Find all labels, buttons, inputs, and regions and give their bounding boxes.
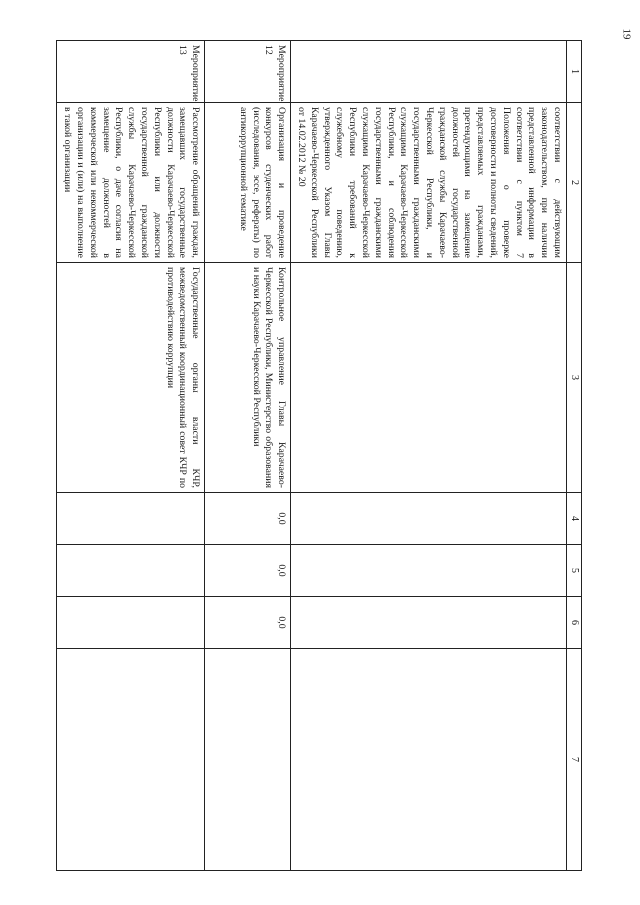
- column-number-row: [567, 41, 582, 871]
- value-cell: [291, 545, 567, 597]
- value-cell: 0,0: [205, 545, 291, 597]
- value-cell: [291, 493, 567, 545]
- note-cell: [291, 649, 567, 871]
- table-row: [291, 41, 567, 871]
- value-cell: 0,0: [205, 493, 291, 545]
- measure-cell: Мероприятие 12: [205, 41, 291, 103]
- measure-cell: Мероприятие 13: [57, 41, 205, 103]
- column-number: 2: [567, 103, 582, 263]
- description-cell: Рассмотрение обращений граждан, замещавших государственные должности Карачаево-Черкесской Республики или должности государственной гражданской службы Карачаево-Черкесской Республики, о даче согласия на замещение должностей в коммерческой или некоммерческой организации и (или) на выполнение в такой организации: [57, 103, 205, 263]
- value-cell: [57, 493, 205, 545]
- column-number: 5: [567, 545, 582, 597]
- column-number: 3: [567, 263, 582, 493]
- column-number: 7: [567, 649, 582, 871]
- value-cell: [57, 597, 205, 649]
- column-number: 6: [567, 597, 582, 649]
- column-number: 1: [567, 41, 582, 103]
- column-number: 4: [567, 493, 582, 545]
- executor-cell: [291, 263, 567, 493]
- note-cell: [205, 649, 291, 871]
- executor-cell: Государственные органы власти КЧР, межведомственный координационный совет КЧР по противодействию коррупции: [57, 263, 205, 493]
- executor-cell: Контрольное управление Главы Карачаево-Черкесской Республики, Министерство образования и науки Карачаево-Черкесской Республики: [205, 263, 291, 493]
- table-row: [57, 41, 205, 871]
- measure-cell: [291, 41, 567, 103]
- description-cell: соответствии с действующим законодательством, при наличии представленной информации в соответствии с пунктом 7 Положения о проверке достоверности и полноты сведений, представляемых гражданами, претендующими на замещение должностей государственной гражданской службы Карачаево-Черкесской Республики, и государственными гражданскими служащими Карачаево-Черкесской Республики, и соблюдения государственными гражданскими служащими Карачаево-Черкесской Республики требований к служебному поведению, утвержденного Указом Главы Карачаево-Черкесской Республики от 14.02.2012 № 20: [291, 103, 567, 263]
- note-cell: [57, 649, 205, 871]
- value-cell: [291, 597, 567, 649]
- page-number: 19: [620, 28, 633, 40]
- value-cell: [57, 545, 205, 597]
- description-cell: Организация и проведение конкурсов студенческих работ (исследования, эссе, рефераты) по антикоррупционной тематике: [205, 103, 291, 263]
- program-measures-table: [57, 40, 583, 871]
- table-row: [205, 41, 291, 871]
- value-cell: 0,0: [205, 597, 291, 649]
